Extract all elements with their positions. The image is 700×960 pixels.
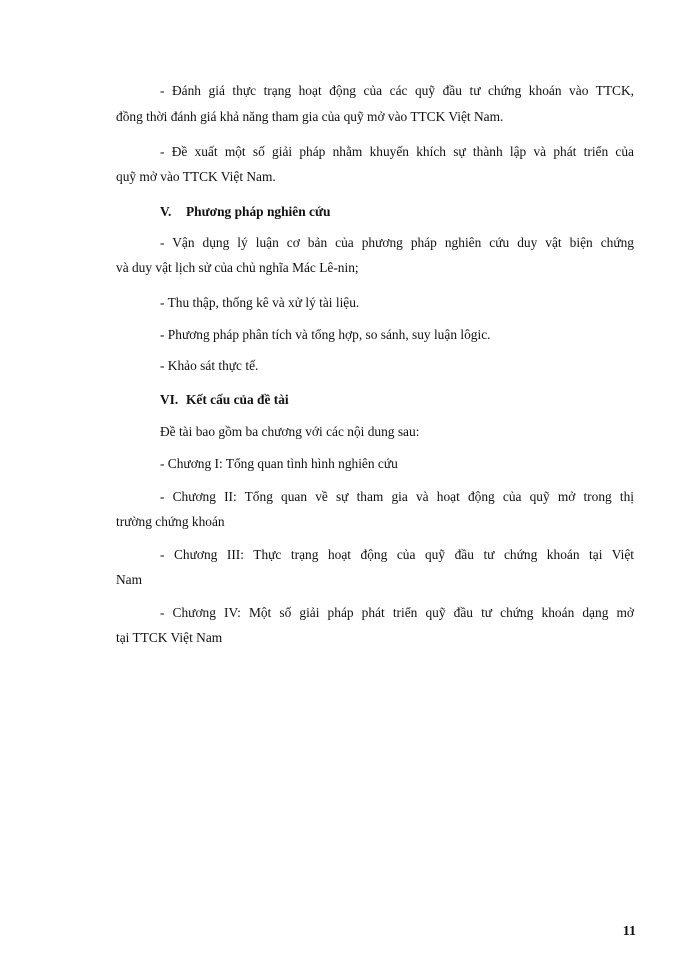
paragraph-objective-3-line-1: - Đánh giá thực trạng hoạt động của các quỹ đầu tư chứng khoán vào TTCK, — [160, 83, 634, 98]
method-item-1-line-2: và duy vật lịch sử của chủ nghĩa Mác Lê-nin; — [116, 260, 359, 275]
method-item-4: - Khảo sát thực tế. — [160, 358, 259, 373]
page-number: 11 — [622, 924, 636, 939]
section-v-title: Phương pháp nghiên cứu — [186, 204, 331, 219]
section-v-heading — [160, 203, 634, 221]
chapter-2-line-1: - Chương II: Tổng quan về sự tham gia và hoạt động của quỹ mở trong thị — [160, 489, 634, 504]
chapter-2-line-2: trường chứng khoán — [116, 514, 225, 529]
chapter-4-line-1: - Chương IV: Một số giải pháp phát triển quỹ đầu tư chứng khoán dạng mở — [160, 605, 634, 620]
chapter-1: - Chương I: Tổng quan tình hình nghiên cứu — [160, 456, 398, 471]
section-vi-number: VI. — [160, 392, 179, 407]
method-item-2: - Thu thập, thống kê và xử lý tài liệu. — [160, 295, 360, 310]
paragraph-objective-4-line-2: quỹ mở vào TTCK Việt Nam. — [116, 169, 276, 184]
structure-intro: Đề tài bao gồm ba chương với các nội dung sau: — [160, 424, 420, 439]
section-v-number: V. — [160, 204, 172, 219]
method-item-3: - Phương pháp phân tích và tổng hợp, so sánh, suy luận lôgic. — [160, 327, 491, 342]
section-vi-title: Kết cấu của đề tài — [186, 392, 289, 407]
paragraph-objective-4-line-1: - Đề xuất một số giải pháp nhằm khuyến khích sự thành lập và phát triển của — [160, 144, 634, 159]
method-item-1-line-1: - Vận dụng lý luận cơ bản của phương pháp nghiên cứu duy vật biện chứng — [160, 235, 634, 250]
section-vi-heading — [160, 391, 634, 409]
paragraph-objective-3-line-2: đồng thời đánh giá khả năng tham gia của quỹ mở vào TTCK Việt Nam. — [116, 109, 504, 124]
chapter-3-line-1: - Chương III: Thực trạng hoạt động của quỹ đầu tư chứng khoán tại Việt — [160, 547, 634, 562]
chapter-4-line-2: tại TTCK Việt Nam — [116, 630, 223, 645]
chapter-3-line-2: Nam — [116, 572, 143, 587]
